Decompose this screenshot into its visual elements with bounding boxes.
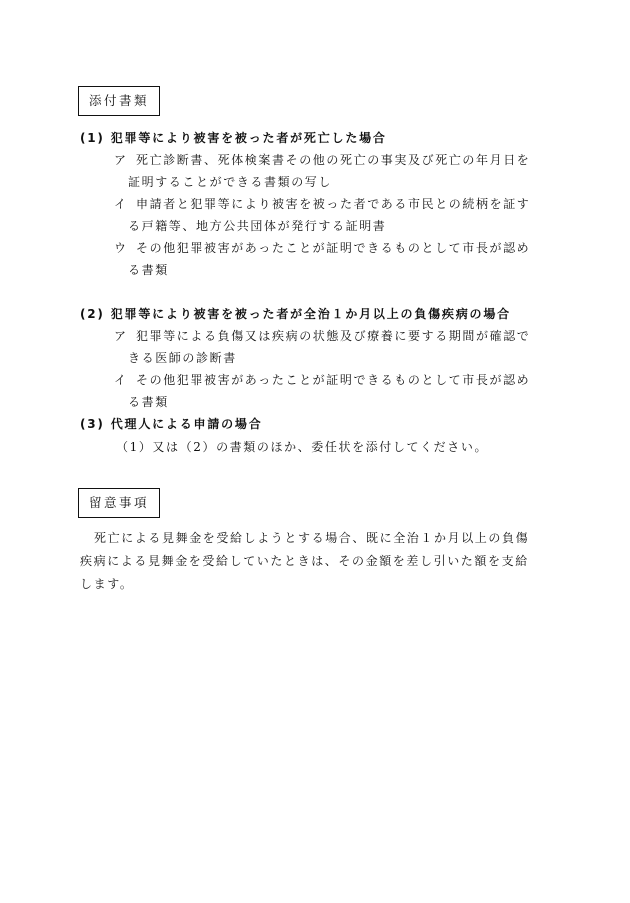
notes-line-2: 疾病による見舞金を受給していたときは、その金額を差し引いた額を支給 (80, 554, 529, 568)
notes-line-1: 死亡による見舞金を受給しようとする場合、既に全治１か月以上の負傷 (94, 531, 530, 545)
item-1c-mark: ウ (114, 241, 128, 255)
item-2a-line-1: ア 犯罪等による負傷又は疾病の状態及び療養に要する期間が確認で (114, 329, 531, 343)
item-2a-mark: ア (114, 329, 128, 343)
section-2-heading (80, 306, 511, 322)
item-1c-line-2: る書類 (128, 263, 169, 277)
section-1-number: (1) (80, 131, 105, 145)
notes-line-3: します。 (80, 577, 134, 591)
section-2-heading-text: 犯罪等により被害を被った者が全治１か月以上の負傷疾病の場合 (110, 307, 511, 321)
item-2b-line-2: る書類 (128, 395, 169, 409)
item-1b-mark: イ (114, 197, 128, 211)
item-1b-line-2: る戸籍等、地方公共団体が発行する証明書 (128, 219, 387, 233)
item-1a-line-2: 証明することができる書類の写し (128, 175, 333, 189)
section-1-heading (80, 130, 387, 146)
item-2b-line-1: イ その他犯罪被害があったことが証明できるものとして市長が認め (114, 373, 531, 387)
section-2-number: (2) (80, 307, 105, 321)
notes-title: 留意事項 (78, 488, 160, 518)
item-2a-line-2: きる医師の診断書 (128, 351, 237, 365)
item-1c-line-1: ウ その他犯罪被害があったことが証明できるものとして市長が認め (114, 241, 531, 255)
section-3-heading (80, 416, 263, 432)
section-3-note: （1）又は（2）の書類のほか、委任状を添付してください。 (116, 440, 489, 454)
item-1b-line-1: イ 申請者と犯罪等により被害を被った者である市民との続柄を証す (114, 197, 531, 211)
section-3-number: (3) (80, 417, 105, 431)
item-2b-mark: イ (114, 373, 128, 387)
section-3-heading-text: 代理人による申請の場合 (110, 417, 263, 431)
item-1a-line-1: ア 死亡診断書、死体検案書その他の死亡の事実及び死亡の年月日を (114, 153, 531, 167)
attachments-title: 添付書類 (78, 86, 160, 116)
item-1a-mark: ア (114, 153, 128, 167)
section-1-heading-text: 犯罪等により被害を被った者が死亡した場合 (110, 131, 387, 145)
